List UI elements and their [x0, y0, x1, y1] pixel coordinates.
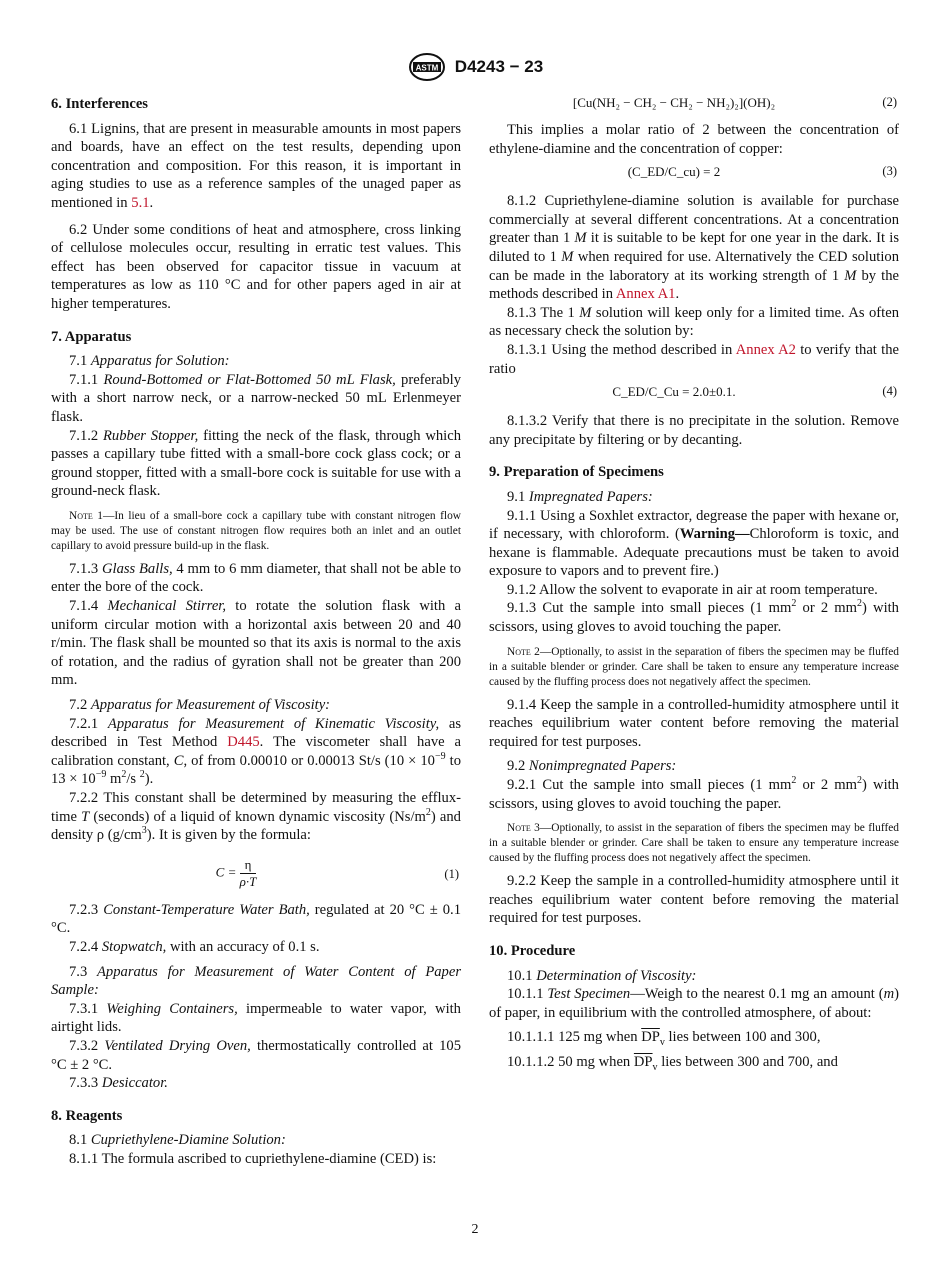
para-molar-ratio: This implies a molar ratio of 2 between the concentration of ethylene-diamine and the concentration of copper: — [489, 122, 899, 157]
para-7-2: 7.2 Apparatus for Measurement of Viscosity: — [69, 697, 331, 714]
section-8-title: 8. Reagents — [51, 1107, 123, 1124]
para-9-2: 9.2 Nonimpregnated Papers: — [507, 758, 677, 775]
para-8-1-3: 8.1.3 The 1 M solution will keep only for a limited time. As often as necessary check the solution by: — [489, 304, 899, 340]
note-3: Note 3—Optionally, to assist in the separation of fibers the specimen may be fluffed in a suitable blender or grinder. Care shall be taken to ensure any temperature increase caused by the fluffing process does not negatively affect the specimen. — [489, 822, 899, 865]
note-1: Note 1—In lieu of a small-bore cock a capillary tube with constant nitrogen flow may be used. The use of constant nitrogen flow requires both an inlet and an outlet capillary to avoid pressure build-up in the flask. — [51, 509, 461, 552]
para-10-1-1: 10.1.1 Test Specimen—Weigh to the nearest 0.1 mg an amount (m) of paper, in equilibrium with the controlled atmosphere, of about: — [489, 986, 899, 1021]
para-9-1-3: 9.1.3 Cut the sample into small pieces (1 $mm^2$ or 2 $mm^2$) with scissors, using gloves to avoid touching the paper. — [489, 598, 899, 636]
para-7-2-1: 7.2.1 Apparatus for Measurement of Kinematic Viscosity, as described in Test Method D445. The viscometer shall have a calibration constant, C, of from 0.00010 or 0.00013 St/s ($10 \times 10^{-9}$ to $13 \times 10^{-9}$ $m^2/s$ $^2$). — [51, 715, 461, 788]
para-9-1-2: 9.1.2 Allow the solvent to evaporate in air at room temperature. — [507, 581, 878, 598]
para-9-2-1: 9.2.1 Cut the sample into small pieces (1 $mm^2$ or 2 $mm^2$) with scissors, using gloves to avoid touching the paper. — [489, 775, 899, 812]
left-column — [51, 95, 461, 1169]
page-number: 2 — [471, 1222, 479, 1237]
link-annex-a2[interactable]: Annex A2 — [735, 341, 796, 358]
para-7-1-2: 7.1.2 Rubber Stopper, fitting the neck of the flask, through which passes a capillary tube fitted with a small-bore cock glass cock; or a ground stopper, fitted with a small-bore cock is suitable for use with a ground-neck flask. — [51, 427, 461, 500]
para-7-1-1: 7.1.1 Round-Bottomed or Flat-Bottomed 50 mL Flask, preferably with a short narrow neck, or a narrow-necked 50 mL Erlenmeyer flask. — [51, 371, 461, 425]
para-7-2-2: 7.2.2 This constant shall be determined by measuring the efflux-time T (seconds) of a liquid of known dynamic viscosity $(Ns/m^2)$ and density ρ $(g/cm^3)$. It is given by the formula: — [51, 790, 461, 844]
note-2: Note 2—Optionally, to assist in the separation of fibers the specimen may be fluffed in a suitable blender or grinder. Care shall be taken to ensure any temperature increase caused by the fluffing process does not negatively affect the specimen. — [489, 645, 899, 688]
section-7-title: 7. Apparatus — [51, 328, 132, 345]
right-column — [489, 95, 899, 1072]
para-8-1: 8.1 Cupriethylene-Diamine Solution: — [69, 1132, 286, 1149]
link-annex-a1[interactable]: Annex A1 — [615, 286, 676, 303]
para-6-1: 6.1 Lignins, that are present in measurable amounts in most papers and boards, have an effect on the test results, depending upon concentration and composition. For this reason, it is important in aging studies to use as a reference samples of the unaged paper as mentioned in 5.1. — [51, 120, 461, 211]
para-8-1-3-1: 8.1.3.1 Using the method described in Annex A2 to verify that the ratio — [489, 341, 899, 377]
para-7-3: 7.3 Apparatus for Measurement of Water Content of Paper Sample: — [51, 963, 461, 999]
para-9-1: 9.1 Impregnated Papers: — [507, 488, 653, 505]
astm-logo-text: ASTM — [415, 63, 439, 73]
para-9-2-2: 9.2.2 Keep the sample in a controlled-humidity atmosphere until it reaches equilibrium water content before removing the material required for test purposes. — [489, 873, 899, 927]
para-7-2-4: 7.2.4 Stopwatch, with an accuracy of 0.1 s. — [69, 938, 320, 955]
section-10-title: 10. Procedure — [489, 943, 576, 959]
para-7-1-3: 7.1.3 Glass Balls, 4 mm to 6 mm diameter, that shall not be able to enter the bore of the cock. — [51, 560, 461, 596]
para-10-1-1-1: 10.1.1.1 125 mg when $\overline{DP}_v$ lies between 100 and 300, — [507, 1029, 821, 1049]
astm-logo-icon — [407, 52, 447, 82]
para-9-1-1: 9.1.1 Using a Soxhlet extractor, degrease the paper with hexane or, if necessary, with chloroform. (Warning—Chloroform is toxic, and hexane is flammable. Adequate precautions must be taken to avoid exposure to vapors and to prevent fire.) — [489, 507, 899, 580]
para-8-1-1: 8.1.1 The formula ascribed to cupriethylene-diamine (CED) is: — [69, 1150, 437, 1167]
para-8-1-2: 8.1.2 Cupriethylene-diamine solution is available for purchase commercially at several different concentrations. At a concentration greater than 1 M it is suitable to be kept for one year in the dark. It is diluted to 1 M when required for use. Alternatively the CED solution can be made in the laboratory at its working strength of 1 M by the methods described in Annex A1. — [489, 193, 899, 303]
para-10-1-1-2: 10.1.1.2 50 mg when $\overline{DP}_v$ lies between 300 and 700, and — [507, 1053, 838, 1073]
link-d445[interactable]: D445 — [227, 734, 260, 751]
section-6-title: 6. Interferences — [51, 96, 148, 112]
equation-1: C = $\frac{\eta}{\rho\cdot T}$ (1) — [215, 856, 459, 889]
para-7-3-3: 7.3.3 Desiccator. — [69, 1075, 168, 1092]
para-7-3-2: 7.3.2 Ventilated Drying Oven, thermostatically controlled at 105 °C ± 2 °C. — [51, 1037, 461, 1073]
para-7-1: 7.1 Apparatus for Solution: — [69, 353, 230, 370]
document-designation: D4243 − 23 — [454, 57, 544, 76]
para-10-1: 10.1 Determination of Viscosity: — [507, 967, 697, 984]
section-9-title: 9. Preparation of Specimens — [489, 464, 664, 481]
link-5-1[interactable]: 5.1 — [131, 194, 150, 211]
equation-2: [Cu(NH₂ − CH₂ − CH₂ − NH₂)₂](OH)₂ (2) — [572, 95, 897, 110]
equation-3: (C_ED/C_cu) = 2 (3) — [627, 164, 897, 180]
equation-4: C_ED/C_Cu = 2.0±0.1. (4) — [612, 384, 897, 400]
para-9-1-4: 9.1.4 Keep the sample in a controlled-humidity atmosphere until it reaches equilibrium water content before removing the material required for test purposes. — [489, 696, 899, 750]
page-header — [0, 52, 950, 82]
para-7-2-3: 7.2.3 Constant-Temperature Water Bath, regulated at 20 °C ± 0.1 °C. — [51, 901, 461, 937]
para-8-1-3-2: 8.1.3.2 Verify that there is no precipitate in the solution. Remove any precipitate by filtering or by decanting. — [489, 413, 899, 448]
para-7-1-4: 7.1.4 Mechanical Stirrer, to rotate the solution flask with a uniform circular motion with a horizontal axis between 20 and 40 r/min. The flask shall be mounted so that its axis is normal to the axis of rotation, and the radius of gyration shall not be greater than 200 mm. — [51, 598, 462, 689]
para-7-3-1: 7.3.1 Weighing Containers, impermeable to water vapor, with airtight lids. — [51, 1000, 461, 1036]
para-6-2: 6.2 Under some conditions of heat and atmosphere, cross linking of cellulose molecules occur, resulting in erratic test values. This effect has been observed for capacitor tissue in vacuum at temperatures as low as 110 °C and for other papers aged in air at higher temperatures. — [51, 221, 461, 312]
